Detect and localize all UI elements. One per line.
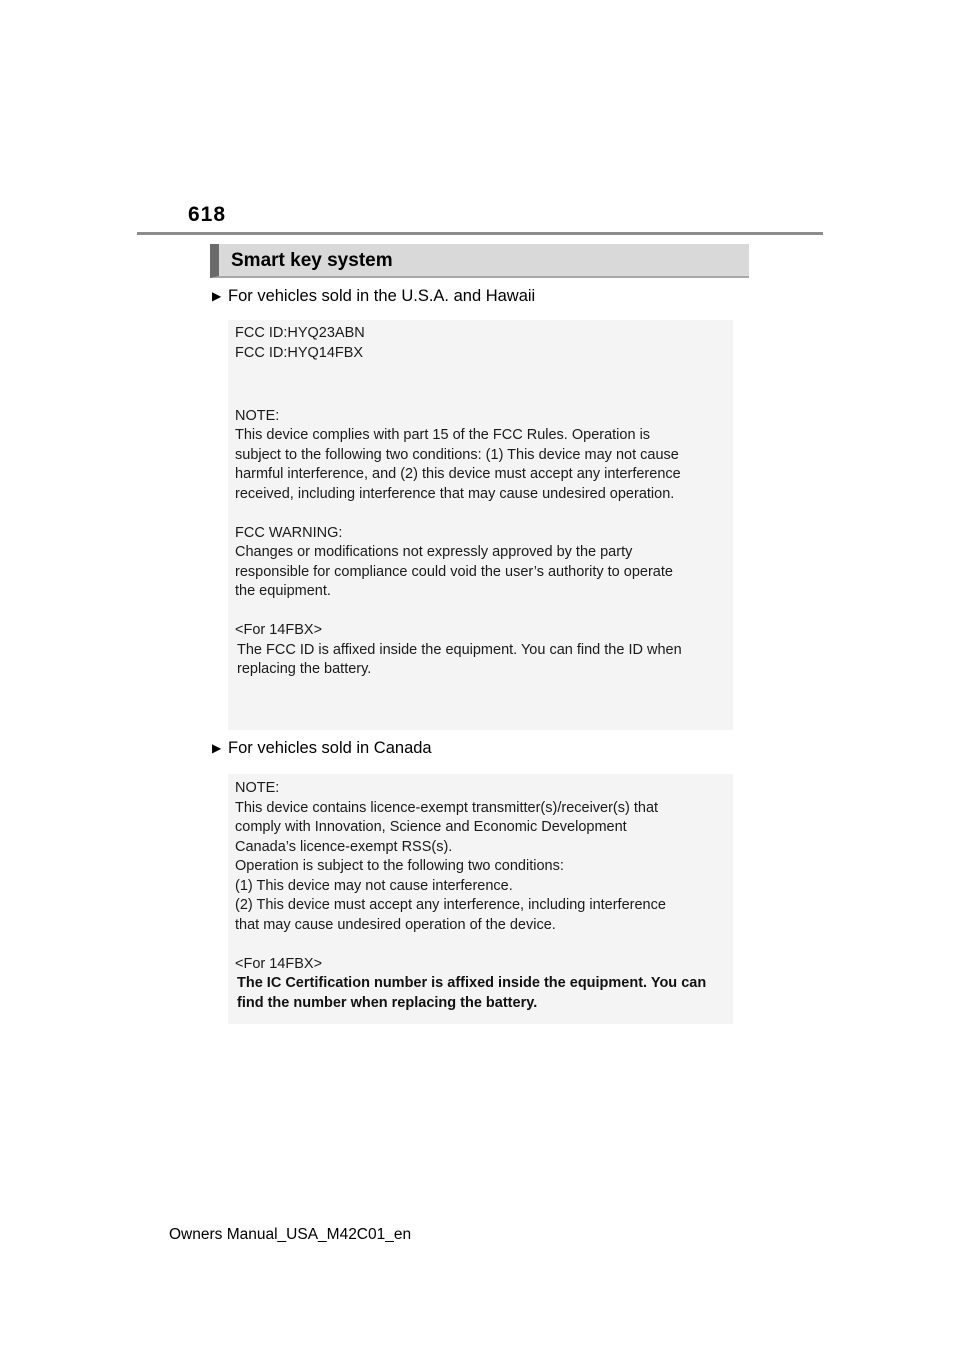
canada-for-line: The IC Certification number is affixed inside the equipment. You can bbox=[237, 975, 707, 991]
section-title: Smart key system bbox=[231, 250, 393, 271]
header-rule bbox=[137, 232, 823, 235]
fcc-warning-line: responsible for compliance could void the user’s authority to operate bbox=[235, 563, 673, 580]
usa-subheading bbox=[212, 287, 535, 306]
usa-note-line: received, including interference that may cause undesired operation. bbox=[235, 485, 675, 502]
page-number: 618 bbox=[188, 203, 227, 226]
usa-for-line: replacing the battery. bbox=[237, 661, 372, 677]
canada-note-label: NOTE: bbox=[235, 780, 280, 796]
usa-for-line: The FCC ID is affixed inside the equipment. You can find the ID when bbox=[237, 641, 682, 658]
canada-heading-text: For vehicles sold in Canada bbox=[228, 739, 432, 757]
section-header bbox=[210, 244, 749, 278]
fcc-warning-label: FCC WARNING: bbox=[235, 524, 343, 541]
canada-for-line: find the number when replacing the battery. bbox=[237, 994, 538, 1011]
fcc-warning-line: Changes or modifications not expressly approved by the party bbox=[235, 544, 633, 560]
canada-note-line: (2) This device must accept any interference, including interference bbox=[235, 897, 666, 913]
fcc-warning-line: the equipment. bbox=[235, 583, 331, 599]
canada-subheading bbox=[212, 739, 432, 758]
usa-note-label: NOTE: bbox=[235, 407, 280, 424]
canada-note-line: (1) This device may not cause interference. bbox=[235, 877, 513, 894]
canada-note-line: Canada’s licence-exempt RSS(s). bbox=[235, 838, 453, 855]
canada-for-label: <For 14FBX> bbox=[235, 955, 323, 972]
usa-for-label: <For 14FBX> bbox=[235, 622, 323, 638]
usa-note-line: This device complies with part 15 of the FCC Rules. Operation is bbox=[235, 427, 651, 443]
canada-note-line: Operation is subject to the following two conditions: bbox=[235, 858, 564, 874]
fcc-id-1: FCC ID:HYQ23ABN bbox=[235, 325, 365, 341]
usa-note-line: subject to the following two conditions: (1) This device may not cause bbox=[235, 446, 679, 463]
fcc-id-2: FCC ID:HYQ14FBX bbox=[235, 344, 364, 361]
canada-ic-notice-image bbox=[228, 774, 733, 1024]
arrow-right-icon: ▶ bbox=[212, 289, 222, 303]
footer-manual-id: Owners Manual_USA_M42C01_en bbox=[169, 1226, 412, 1243]
canada-note-line: This device contains licence-exempt transmitter(s)/receiver(s) that bbox=[235, 799, 659, 816]
usa-heading-text: For vehicles sold in the U.S.A. and Hawaii bbox=[228, 287, 536, 305]
usa-note-line: harmful interference, and (2) this device must accept any interference bbox=[235, 466, 681, 482]
usa-fcc-notice-image bbox=[228, 320, 733, 730]
canada-note-line: comply with Innovation, Science and Economic Development bbox=[235, 819, 627, 835]
canada-note-line: that may cause undesired operation of the device. bbox=[235, 916, 556, 933]
arrow-right-icon: ▶ bbox=[212, 741, 222, 755]
